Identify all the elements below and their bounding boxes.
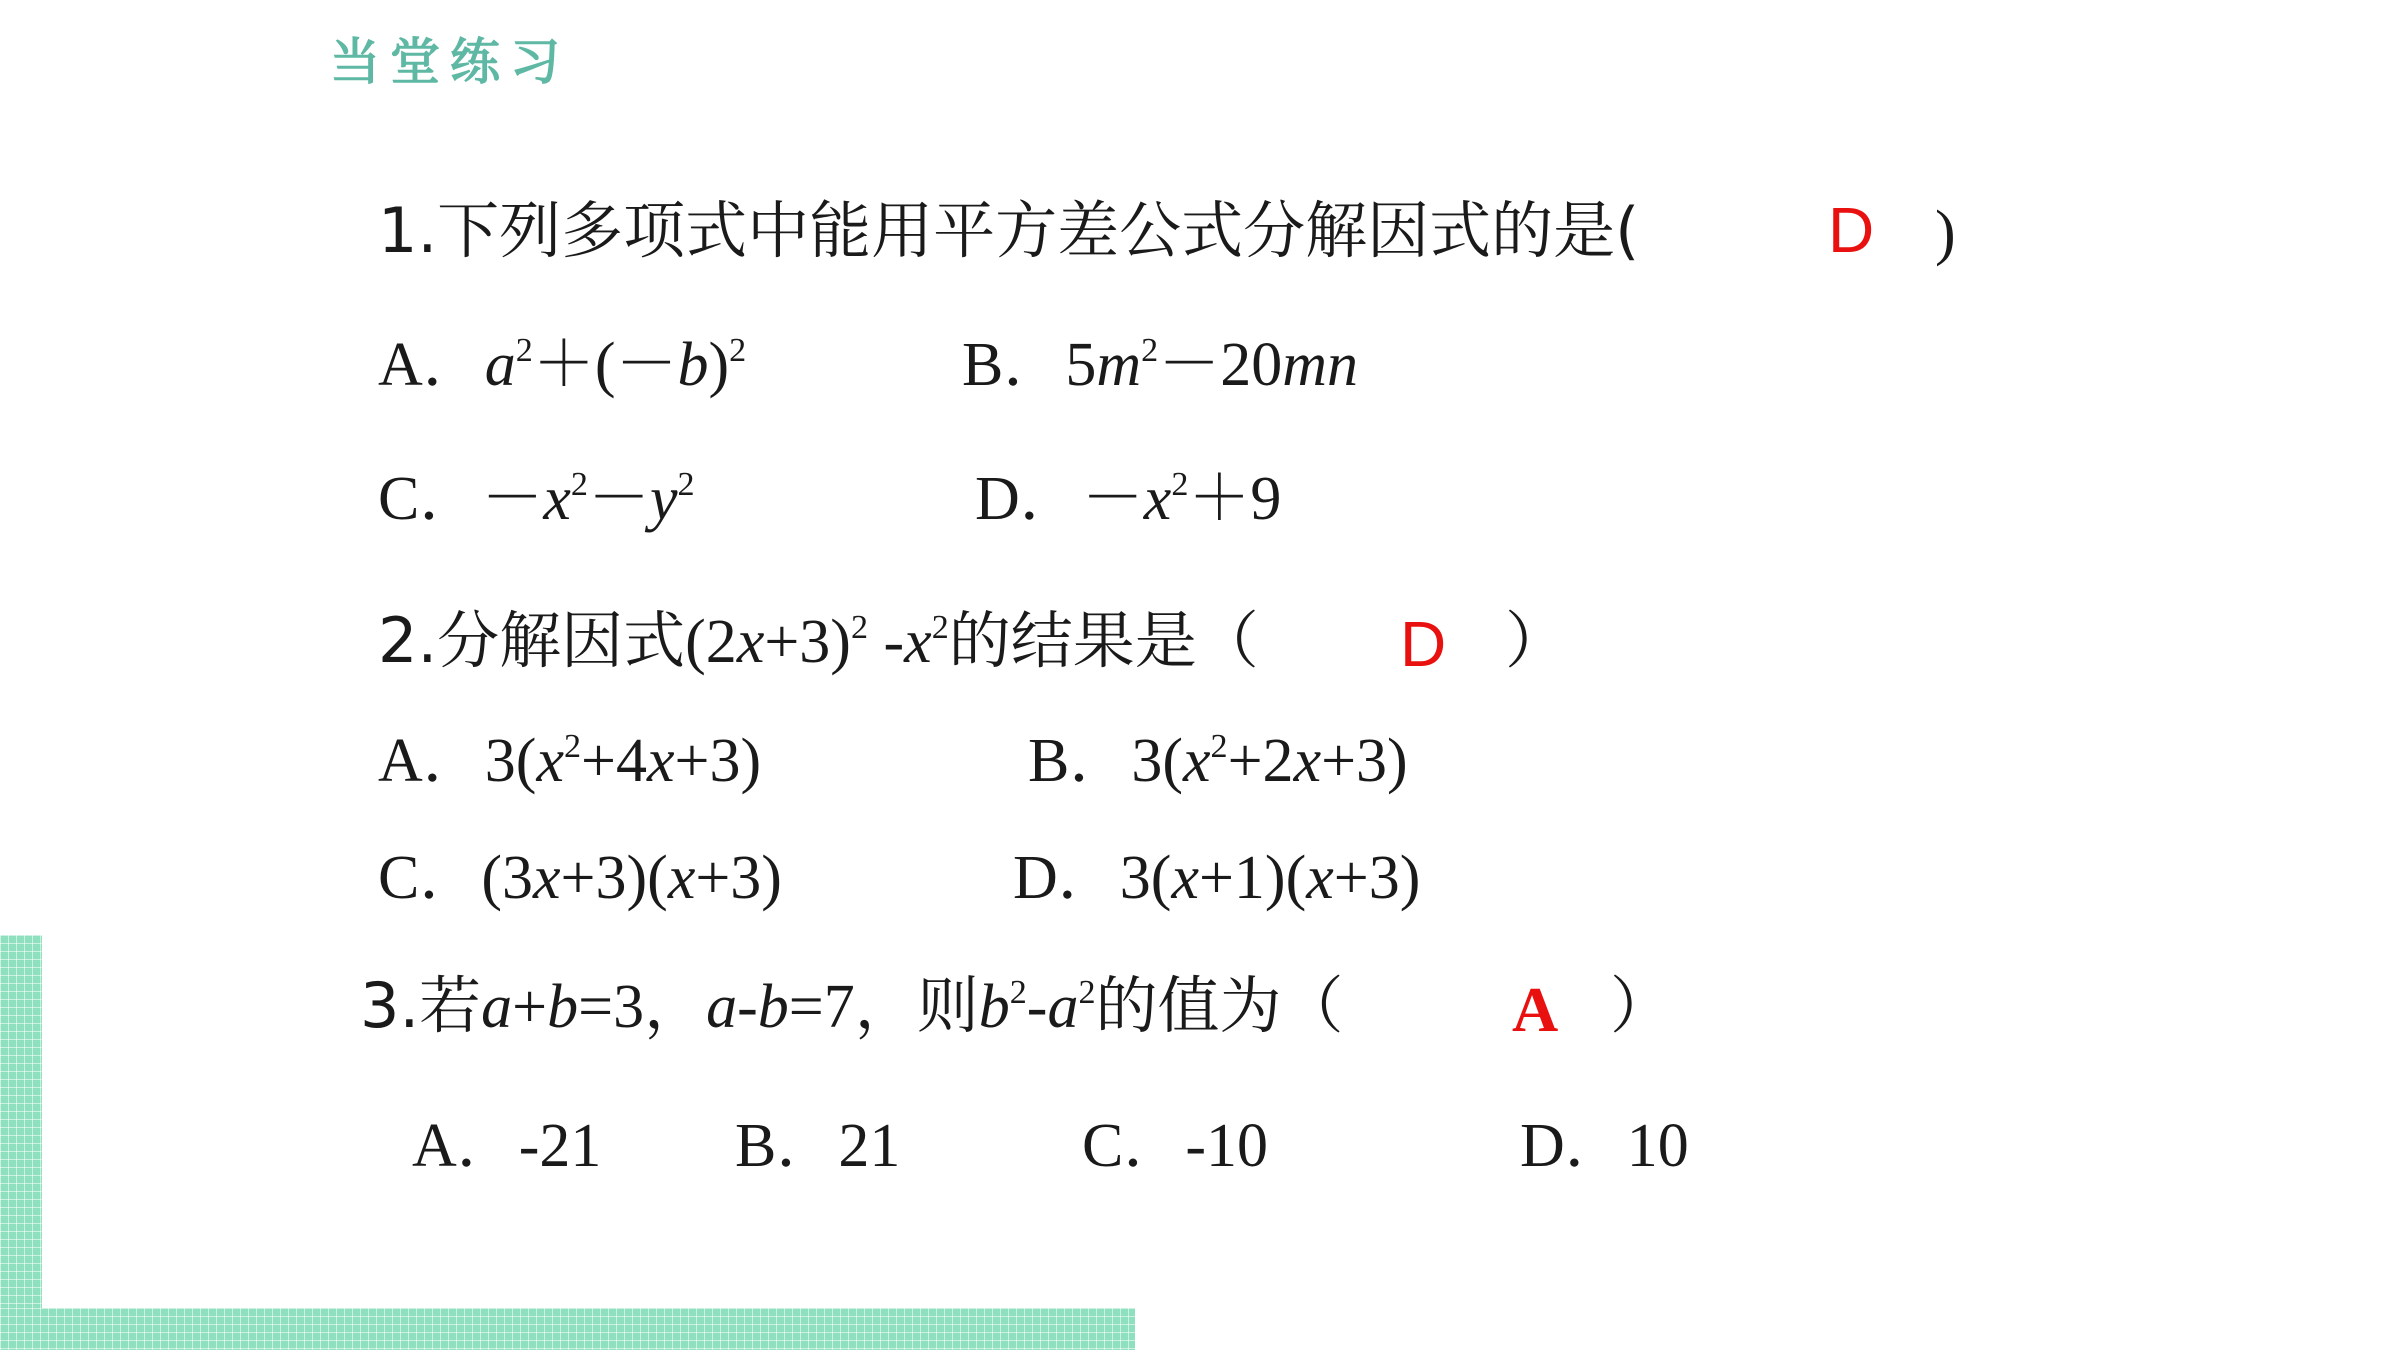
- option-expression: (3x+3)(x+3): [481, 844, 782, 912]
- option-label: D．: [1520, 1112, 1627, 1180]
- option-expression: $5m^2-20mn$: [1065, 331, 1358, 399]
- option-label: D．: [1013, 844, 1120, 912]
- question-2-option-b: [1028, 727, 1408, 795]
- option-label: A．: [378, 727, 485, 795]
- question-3-text-mid: ，则: [854, 969, 979, 1042]
- option-label: A．: [412, 1112, 519, 1180]
- question-2-text-pre: 2.分解因式: [378, 604, 686, 677]
- question-1-option-d: [975, 465, 1282, 533]
- decorative-grid-horizontal: [0, 1308, 1135, 1350]
- option-value: -10: [1185, 1112, 1269, 1180]
- question-2-stem: [378, 604, 1259, 677]
- question-3-close-paren: ）: [1610, 969, 1673, 1042]
- option-value: -21: [518, 1112, 602, 1180]
- question-2-option-c: [378, 844, 782, 912]
- question-1-close-paren: ): [1935, 199, 1956, 267]
- question-3-expression: $b^2-a^2$: [978, 973, 1096, 1041]
- question-1-option-a: [378, 331, 747, 399]
- option-expression: $a^2+(-b)^2$: [484, 331, 747, 399]
- option-label: C．: [1082, 1112, 1186, 1180]
- page-title: 当堂练习: [330, 33, 570, 91]
- option-label: C．: [378, 844, 482, 912]
- option-expression: $3(x^2+2x+3)$: [1131, 727, 1408, 795]
- question-3-condition-1: a+b=3: [481, 973, 645, 1041]
- question-3-option-d: [1520, 1112, 1689, 1180]
- question-3-stem: 3.若a+b=3，a-b=7，则$b^2-a^2$的值为（: [360, 969, 1344, 1042]
- option-label: B．: [962, 331, 1066, 399]
- question-3-condition-2: a-b=7: [706, 973, 855, 1041]
- question-1-answer: D: [1828, 194, 1875, 266]
- option-expression: $-x^2+9$: [1081, 465, 1282, 533]
- option-expression: 3(x+1)(x+3): [1119, 844, 1421, 912]
- option-label: D．: [975, 465, 1082, 533]
- question-3-option-b: [735, 1112, 901, 1180]
- option-label: A．: [378, 331, 485, 399]
- option-label: B．: [1028, 727, 1132, 795]
- question-2-option-a: [378, 727, 762, 795]
- question-2-text-post: 的结果是（: [948, 604, 1259, 677]
- question-2-close-paren: ）: [1505, 604, 1568, 677]
- question-3-option-a: [412, 1112, 602, 1180]
- question-1-stem: [378, 194, 1640, 267]
- question-2-option-d: [1013, 844, 1421, 912]
- option-expression: $-x^2-y^2$: [481, 465, 695, 533]
- option-expression: $3(x^2+4x+3)$: [484, 727, 762, 795]
- option-label: B．: [735, 1112, 839, 1180]
- question-3-answer: A: [1512, 974, 1559, 1045]
- question-1-option-b: [962, 331, 1358, 399]
- question-2-answer: D: [1400, 608, 1447, 680]
- question-3-option-c: [1082, 1112, 1269, 1180]
- option-value: 21: [838, 1112, 901, 1180]
- question-1-option-c: [378, 465, 695, 533]
- question-2-expression: $(2x+3)^2$ $-x^2$: [685, 608, 949, 676]
- question-3-text-pre: 3.若: [360, 969, 482, 1042]
- question-3-text-post: 的值为（: [1095, 969, 1344, 1042]
- option-label: C．: [378, 465, 482, 533]
- option-value: 10: [1626, 1112, 1689, 1180]
- question-1-text: 1.下列多项式中能用平方差公式分解因式的是(: [378, 194, 1640, 267]
- decorative-grid-vertical: [0, 935, 42, 1350]
